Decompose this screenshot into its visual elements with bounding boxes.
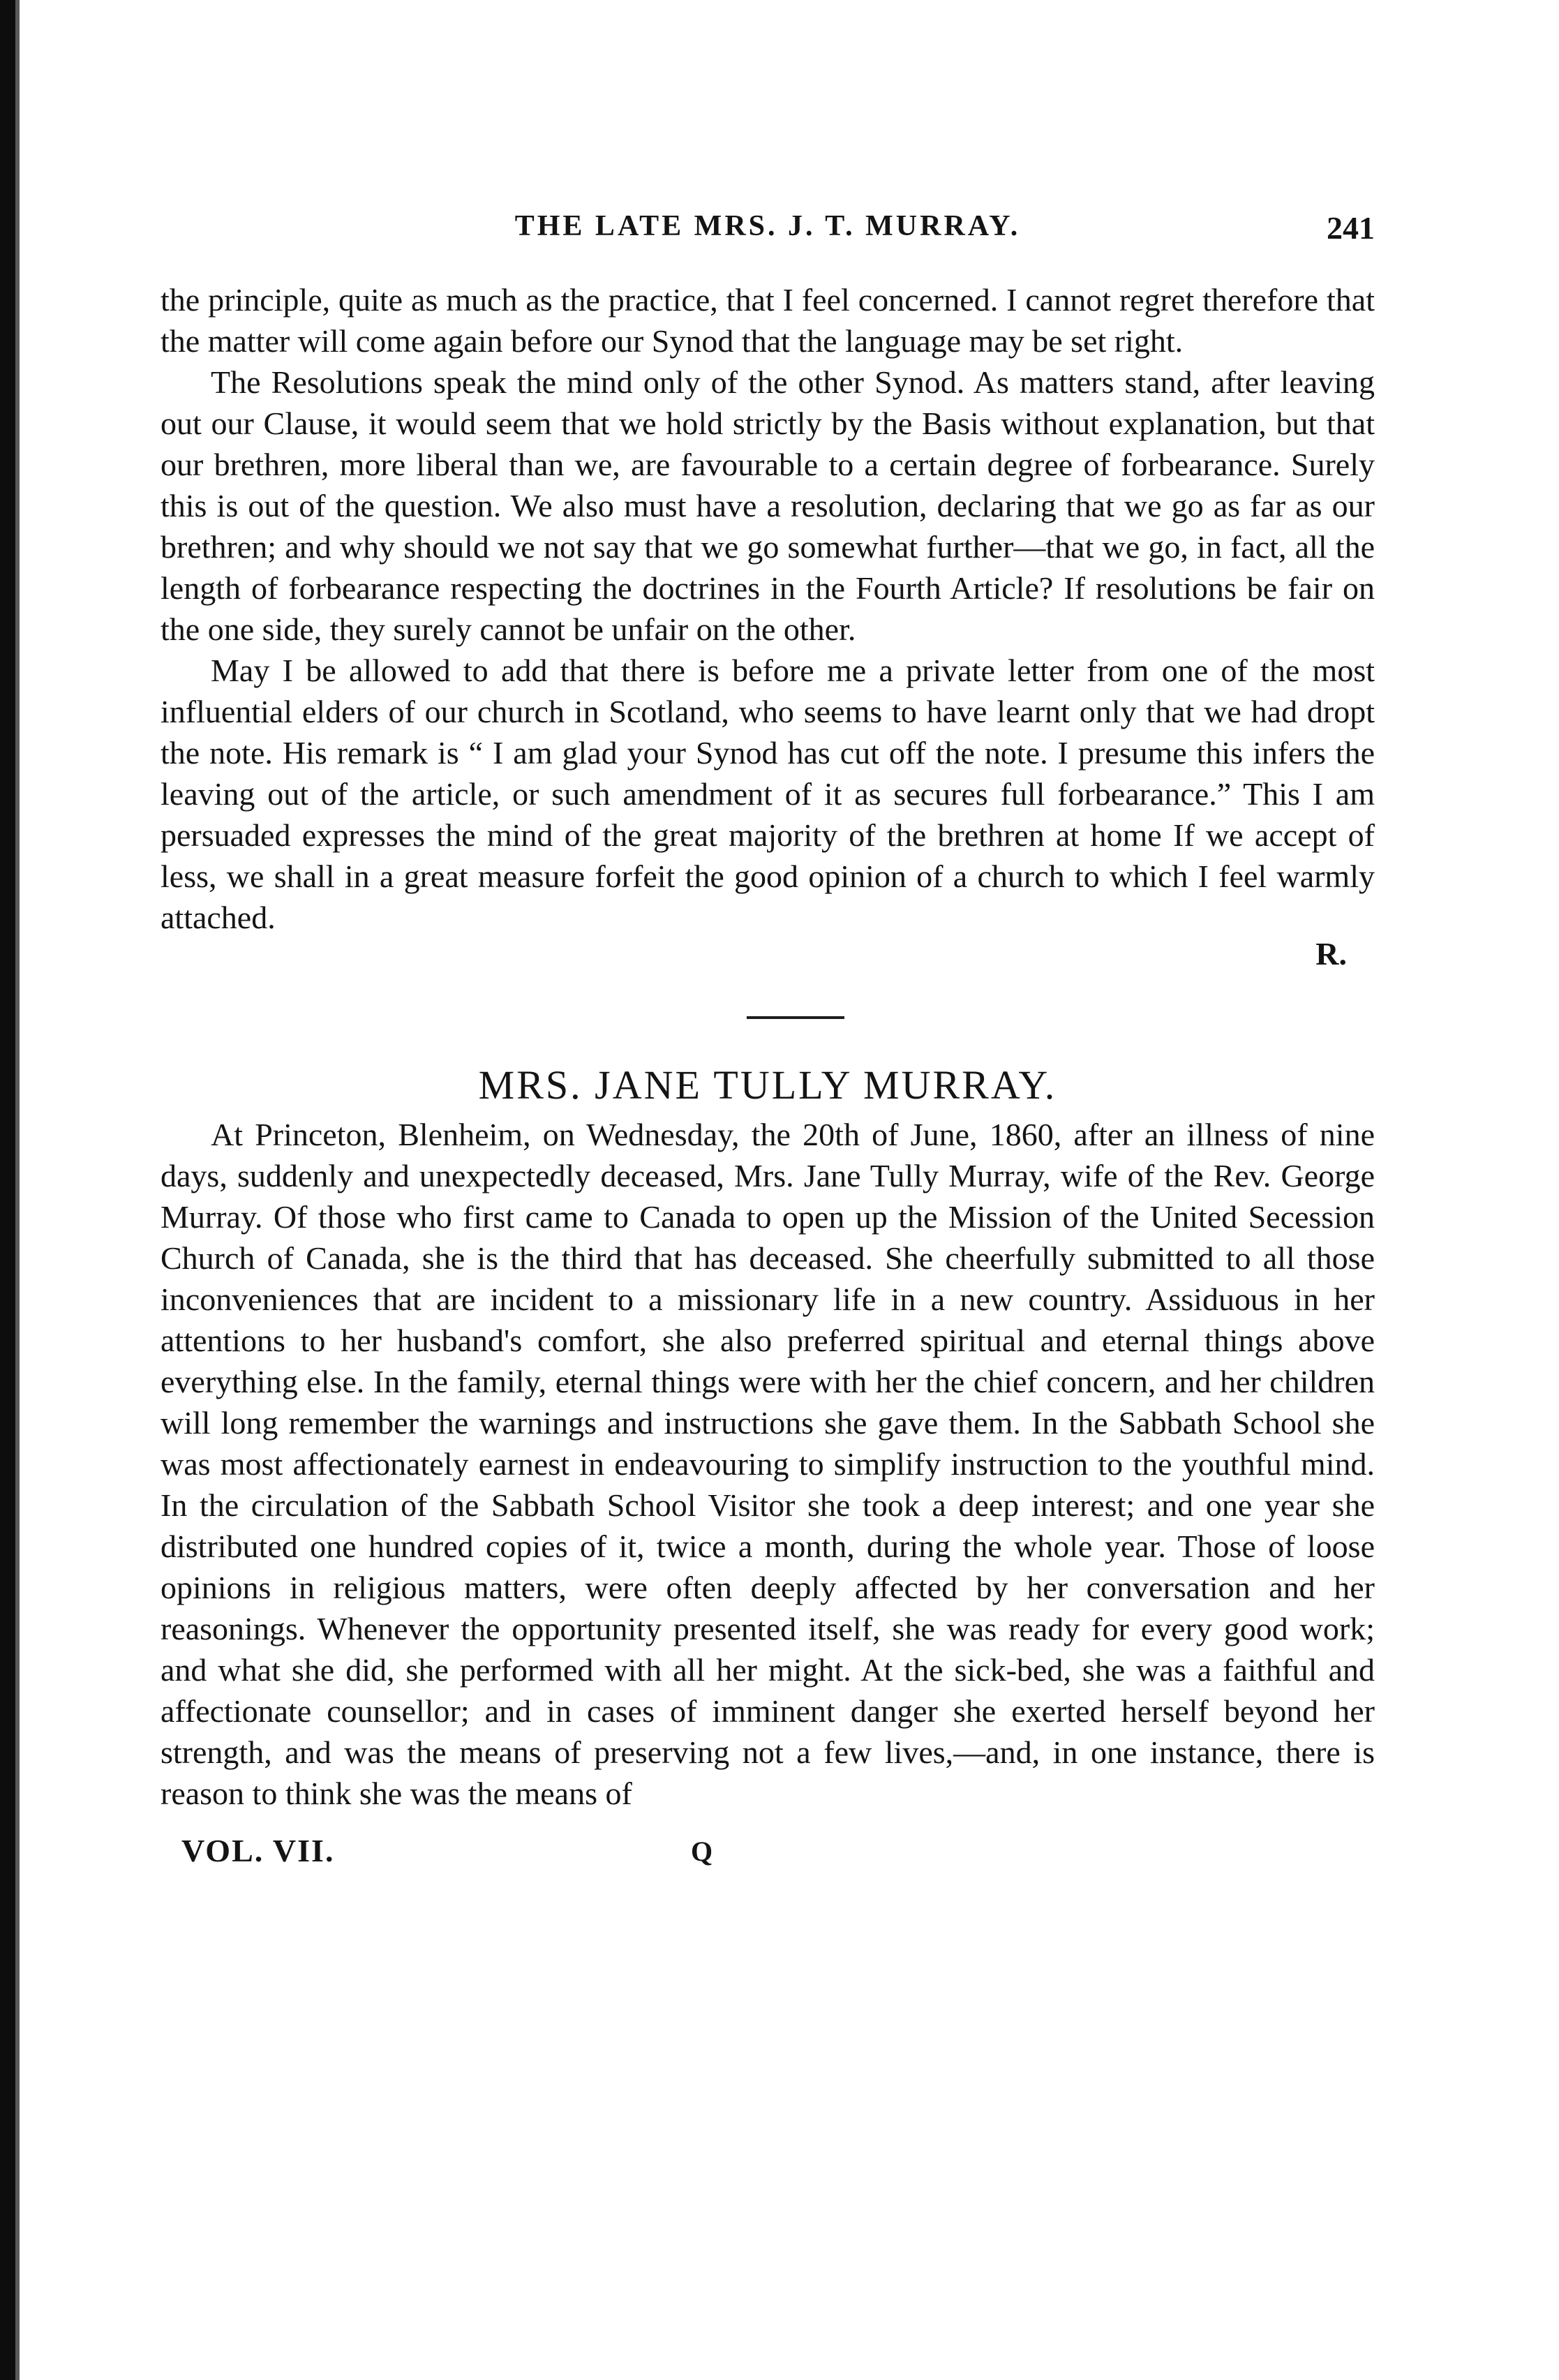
page-binding-edge <box>0 0 15 2380</box>
page-binding-shadow <box>15 0 20 2380</box>
running-head <box>161 209 1375 251</box>
letter-paragraph-2: The Resolutions speak the mind only of the other Synod. As matters stand, after leaving out our Clause, it would seem that we hold strictly by the Basis without explanation, but that our brethren, more liberal than we, are favourable to a certain degree of forbearance. Surely this is out of the question. We also must have a resolution, declaring that we go as far as our brethren; and why should we not say that we go somewhat further—that we go, in fact, all the length of forbearance respecting the doctrines in the Fourth Article? If resolutions be fair on the one side, they surely cannot be unfair on the other. <box>161 364 1375 647</box>
letter-body <box>161 279 1375 938</box>
letter-paragraph-1: the principle, quite as much as the practice, that I feel concerned. I cannot regret therefore that the matter will come again before our Synod that the language may be set right. <box>161 282 1375 359</box>
obituary-paragraph: At Princeton, Blenheim, on Wednesday, the 20th of June, 1860, after an illness of nine days, suddenly and unexpectedly deceased, Mrs. Jane Tully Murray, wife of the Rev. George Murray. Of those who first came to Canada to open up the Mission of the United Secession Church of Canada, she is the third that has deceased. She cheerfully submitted to all those inconveniences that are incident to a missionary life in a new country. Assiduous in her attentions to her husband's comfort, she also preferred spiritual and eternal things above everything else. In the family, eternal things were with her the chief concern, and her children will long remember the warnings and instructions she gave them. In the Sabbath School she was most affectionately earnest in endeavouring to simplify instruction to the youthful mind. In the circulation of the Sabbath School Visitor she took a deep interest; and one year she distributed one hundred copies of it, twice a month, during the whole year. Those of loose opinions in religious matters, were often deeply affected by her conversation and her reasonings. Whenever the opportunity presented itself, she was ready for every good work; and what she did, she performed with all her might. At the sick-bed, she was a faithful and affectionate counsellor; and in cases of imminent danger she exerted herself beyond her strength, and was the means of preserving not a few lives,—and, in one instance, there is reason to think she was the means of <box>161 1117 1375 1811</box>
obituary-body <box>161 1114 1375 1814</box>
section-divider <box>747 1016 844 1019</box>
letter-paragraph-3: May I be allowed to add that there is before me a private letter from one of the most influential elders of our church in Scotland, who seems to have learnt only that we had dropt the note. His remark is “ I am glad your Synod has cut off the note. I presume this infers the leaving out of the article, or such amendment of it as secures full forbearance.” This I am persuaded expresses the mind of the great majority of the brethren at home If we accept of less, we shall in a great measure forfeit the good opinion of a church to which I feel warmly attached. <box>161 653 1375 935</box>
page-footer <box>161 1832 1375 1877</box>
letter-signature: R. <box>1315 936 1347 972</box>
volume-label: VOL. VII. <box>181 1833 335 1868</box>
printer-signature-mark: Q <box>691 1836 713 1867</box>
running-title: THE LATE MRS. J. T. MURRAY. <box>514 210 1021 242</box>
page-number: 241 <box>1327 210 1375 246</box>
document-page <box>161 209 1375 2324</box>
obituary-title: MRS. JANE TULLY MURRAY. <box>478 1062 1057 1108</box>
